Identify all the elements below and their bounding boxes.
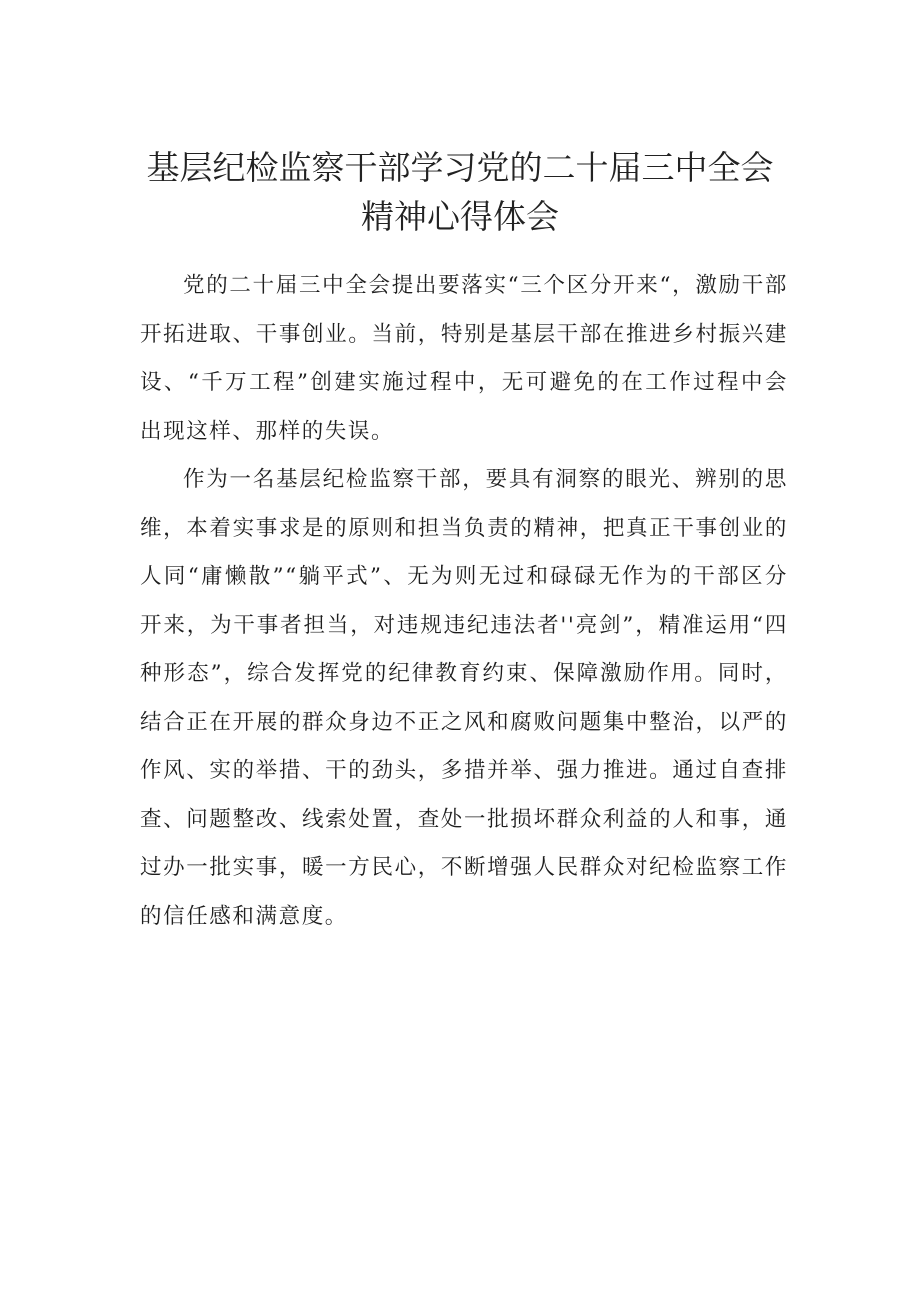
paragraph-1: 党的二十届三中全会提出要落实“三个区分开来“，激励干部开拓进取、干事创业。当前，特别是基层干部在推进乡村振兴建设、“千万工程”创建实施过程中，无可避免的在工作过程中会出现这样、那样的失误。	[140, 273, 788, 444]
document-title-line-1: 基层纪检监察干部学习党的二十届三中全会	[146, 148, 774, 187]
paragraph-2: 作为一名基层纪检监察干部，要具有洞察的眼光、辨别的思维，本着实事求是的原则和担当负责的精神，把真正干事创业的人同“庸懒散”“躺平式”、无为则无过和碌碌无作为的干部区分开来，为干事者担当，对违规违纪违法者''亮剑”，精准运用“四种形态”，综合发挥党的纪律教育约束、保障激励作用。同时，结合正在开展的群众身边不正之风和腐败问题集中整治，以严的作风、实的举措、干的劲头，多措并举、强力推进。通过自查排查、问题整改、线索处置，查处一批损坏群众利益的人和事，通过办一批实事，暖一方民心，不断增强人民群众对纪检监察工作的信任感和满意度。	[140, 467, 788, 929]
document-title-line-2: 精神心得体会	[361, 197, 559, 236]
